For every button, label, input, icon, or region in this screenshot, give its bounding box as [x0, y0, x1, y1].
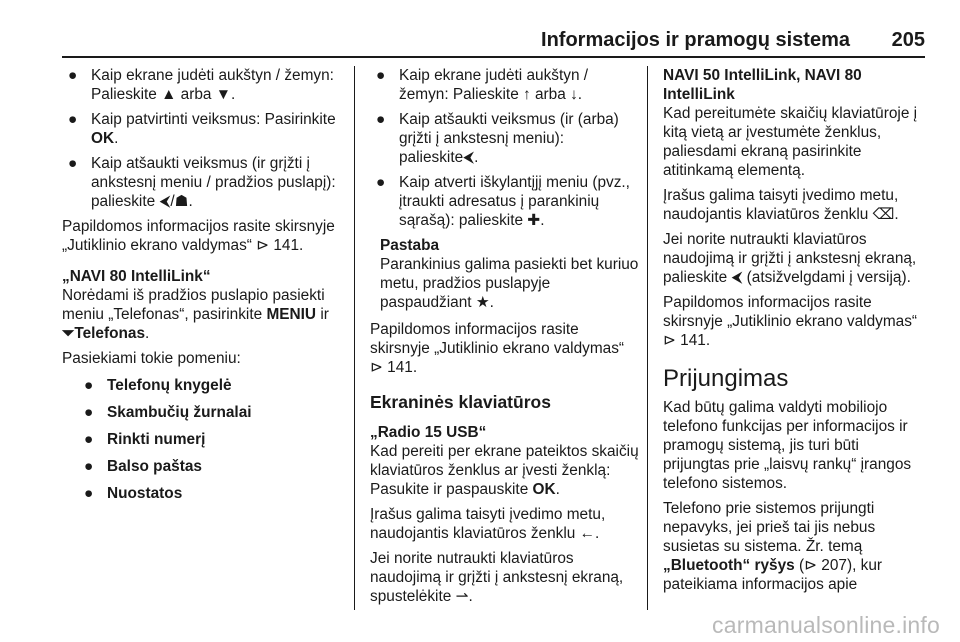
edit-paragraph: Įrašus galima taisyti įvedimo metu, naudojantis klaviatūros ženklu ⌫.: [663, 187, 899, 223]
bluetooth-link: „Bluetooth“ ryšys: [663, 557, 795, 574]
column-divider-1: [354, 66, 355, 610]
bullet-item: ● Kaip ekrane judėti aukštyn / žemyn: Palieskite ▲ arba ▼.: [68, 67, 334, 103]
telefonas-label: ⏷Telefonas: [62, 325, 146, 342]
column-3: [663, 66, 928, 600]
edit-paragraph: Įrašus galima taisyti įvedimo metu, naudojantis klaviatūros ženklu ←.: [370, 506, 606, 542]
page-title: Informacijos ir pramogų sistema: [541, 29, 850, 51]
note-title: Pastaba: [380, 237, 440, 254]
bluetooth-paragraph: Telefono prie sistemos prijungti nepavyks, jei prieš tai jis nebus susietas su sistema. Žr. temą „Bluetooth“ ryšys (⊳ 207), kur pateikiama informacijos apie: [663, 500, 883, 593]
intro-paragraph: Kad pereitumėte skaičių klaviatūroje į kitą vietą ar įvestumėte ženklus, paliesdami ekraną pasirinkite atitinkamą elementą.: [663, 105, 918, 179]
reference-text: Papildomos informacijos rasite skirsnyje „Jutiklinio ekrano valdymas“ ⊳ 141.: [62, 218, 335, 254]
bullet-item: ● Kaip atverti iškylantįjį meniu (pvz., įtraukti adresatus į parankinių sąrašą): palieskite ✚.: [376, 174, 630, 229]
column-2: [370, 66, 640, 612]
bullet-item: ● Kaip ekrane judėti aukštyn / žemyn: Palieskite ↑ arba ↓.: [376, 67, 589, 103]
page-header: [0, 0, 960, 58]
section-heading-prijungimas: Prijungimas: [663, 365, 789, 392]
bullet-item: ● Kaip patvirtinti veiksmus: Pasirinkite OK.: [68, 111, 336, 147]
radio-paragraph: Kad pereiti per ekrane pateiktos skaičių klaviatūros ženklus ar įvesti ženklą: Pasukite ir paspauskite OK.: [370, 443, 639, 498]
submenu-item: ● Skambučių žurnalai: [84, 404, 252, 421]
header-divider: [62, 56, 925, 58]
watermark: carmanualsonline.info: [712, 612, 940, 638]
undo-paragraph: Jei norite nutraukti klaviatūros naudojimą ir grįžti į ankstesnį ekraną, palieskite ⮜ (atsižvelgdami į versiją).: [663, 231, 917, 286]
subheading-navi80: „NAVI 80 IntelliLink“: [62, 268, 211, 285]
subheading-radio: „Radio 15 USB“: [370, 424, 487, 441]
ok-label: OK: [532, 481, 556, 498]
page-number: 205: [891, 29, 925, 51]
submenu-item: ● Nuostatos: [84, 485, 183, 502]
navi80-paragraph: Norėdami iš pradžios puslapio pasiekti meniu „Telefonas“, pasirinkite MENIU ir ⏷Telefonas.: [62, 287, 329, 342]
subheading-navi: NAVI 50 IntelliLink, NAVI 80 IntelliLink: [663, 67, 862, 103]
note-box: [370, 236, 640, 312]
submenu-intro: Pasiekiami tokie pomeniu:: [62, 350, 241, 367]
submenu-item: ● Balso paštas: [84, 458, 202, 475]
bullet-item: ● Kaip atšaukti veiksmus (ir grįžti į ankstesnį meniu / pradžios puslapį): palieskite ⮜/☗.: [68, 155, 336, 210]
connect-paragraph: Kad būtų galima valdyti mobiliojo telefono funkcijas per informacijos ir pramogų sistemą, jis turi būti prijungtas prie „laisvų rankų“ įrangos telefono sistemos.: [663, 399, 912, 492]
reference-text: Papildomos informacijos rasite skirsnyje „Jutiklinio ekrano valdymas“ ⊳ 141.: [370, 321, 625, 376]
column-divider-2: [647, 66, 648, 610]
menu-label: MENIU: [266, 306, 317, 323]
reference-text: Papildomos informacijos rasite skirsnyje „Jutiklinio ekrano valdymas“ ⊳ 141.: [663, 294, 918, 349]
ok-label: OK: [91, 130, 115, 147]
bullet-item: ● Kaip atšaukti veiksmus (ir (arba) grįžti į ankstesnį meniu): palieskite⮜.: [376, 111, 619, 166]
submenu-item: ● Telefonų knygelė: [84, 377, 232, 394]
submenu-item: ● Rinkti numerį: [84, 431, 206, 448]
note-text: Parankinius galima pasiekti bet kuriuo metu, pradžios puslapyje paspaudžiant ★.: [380, 256, 639, 311]
column-1: [62, 66, 347, 511]
undo-paragraph: Jei norite nutraukti klaviatūros naudojimą ir grįžti į ankstesnį ekraną, spustelėkite ⇀.: [370, 550, 624, 605]
section-heading: Ekraninės klaviatūros: [370, 392, 551, 412]
